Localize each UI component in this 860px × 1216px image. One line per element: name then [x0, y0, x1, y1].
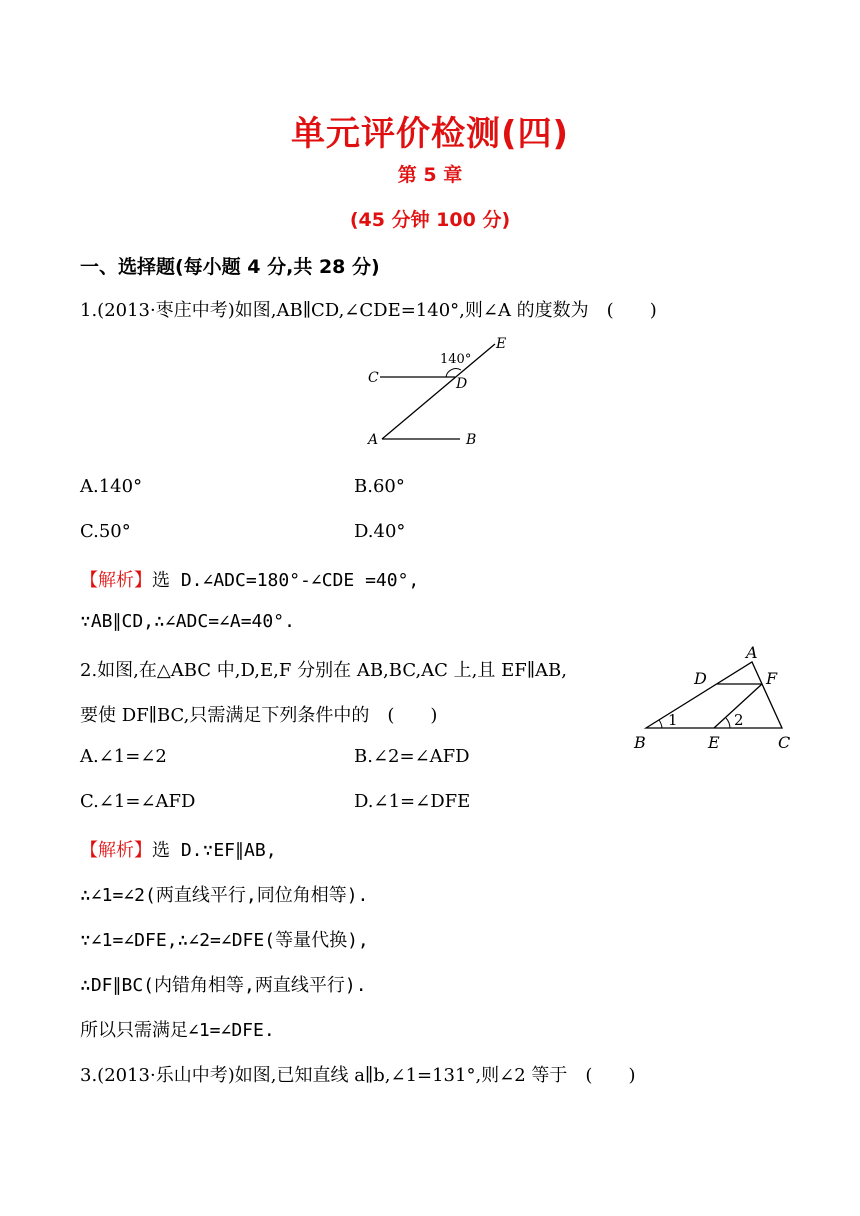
solution-tag: 【解析】 [80, 570, 152, 591]
triangle-abc [646, 662, 782, 728]
q1-figure [360, 332, 520, 452]
q2-stem-line-1: 2.如图,在△ABC 中,D,E,F 分别在 AB,BC,AC 上,且 EF∥AB, [80, 660, 568, 681]
label-a: A [368, 432, 379, 448]
label-c: C [368, 370, 379, 386]
time-score-label: (45 分钟 100 分) [349, 209, 511, 231]
label-b: B [634, 733, 646, 752]
angle-2-label: 2 [734, 711, 744, 729]
label-e: E [708, 733, 720, 752]
chapter-label: 第 5 章 [397, 164, 463, 186]
q2-option-c: C.∠1=∠AFD [80, 791, 196, 812]
q1-option-a: A.140° [80, 476, 143, 497]
label-a: A [746, 643, 758, 662]
section-heading: 一、选择题(每小题 4 分,共 28 分) [80, 256, 380, 278]
page-title: 单元评价检测(四) [290, 114, 570, 154]
q1-option-b: B.60° [354, 476, 405, 497]
q2-solution-line-5: 所以只需满足∠1=∠DFE. [80, 1020, 275, 1041]
q2-option-a: A.∠1=∠2 [80, 746, 167, 767]
line-ae [382, 344, 495, 439]
angle-2-arc [726, 718, 730, 728]
q1-option-d: D.40° [354, 521, 406, 542]
q2-option-d: D.∠1=∠DFE [354, 791, 471, 812]
angle-1-label: 1 [668, 711, 678, 729]
angle-1-arc [659, 720, 662, 728]
q2-solution-line-3: ∵∠1=∠DFE,∴∠2=∠DFE(等量代换), [80, 930, 369, 951]
angle-label: 140° [440, 352, 472, 367]
q1-option-c: C.50° [80, 521, 131, 542]
label-c: C [778, 733, 791, 752]
q3-stem: 3.(2013·乐山中考)如图,已知直线 a∥b,∠1=131°,则∠2 等于 ( ) [80, 1065, 636, 1086]
q2-stem-line-2: 要使 DF∥BC,只需满足下列条件中的 ( ) [80, 705, 438, 726]
q1-solution-line-2: ∵AB∥CD,∴∠ADC=∠A=40°. [80, 611, 295, 632]
q2-figure [628, 640, 798, 755]
label-e: E [496, 336, 507, 352]
label-f: F [766, 669, 778, 688]
q2-option-b: B.∠2=∠AFD [354, 746, 470, 767]
label-d: D [694, 669, 707, 688]
q2-solution-line-2: ∴∠1=∠2(两直线平行,同位角相等). [80, 885, 369, 906]
label-d: D [456, 376, 468, 392]
q2-solution-line-4: ∴DF∥BC(内错角相等,两直线平行). [80, 975, 367, 996]
solution-tag: 【解析】 [80, 840, 152, 861]
q1-stem: 1.(2013·枣庄中考)如图,AB∥CD,∠CDE=140°,则∠A 的度数为 ( ) [80, 300, 657, 321]
q2-solution-line-1: 【解析】选 D.∵EF∥AB, [80, 840, 277, 861]
label-b: B [466, 432, 477, 448]
q1-solution-line-1: 【解析】选 D.∠ADC=180°-∠CDE =40°, [80, 570, 420, 591]
